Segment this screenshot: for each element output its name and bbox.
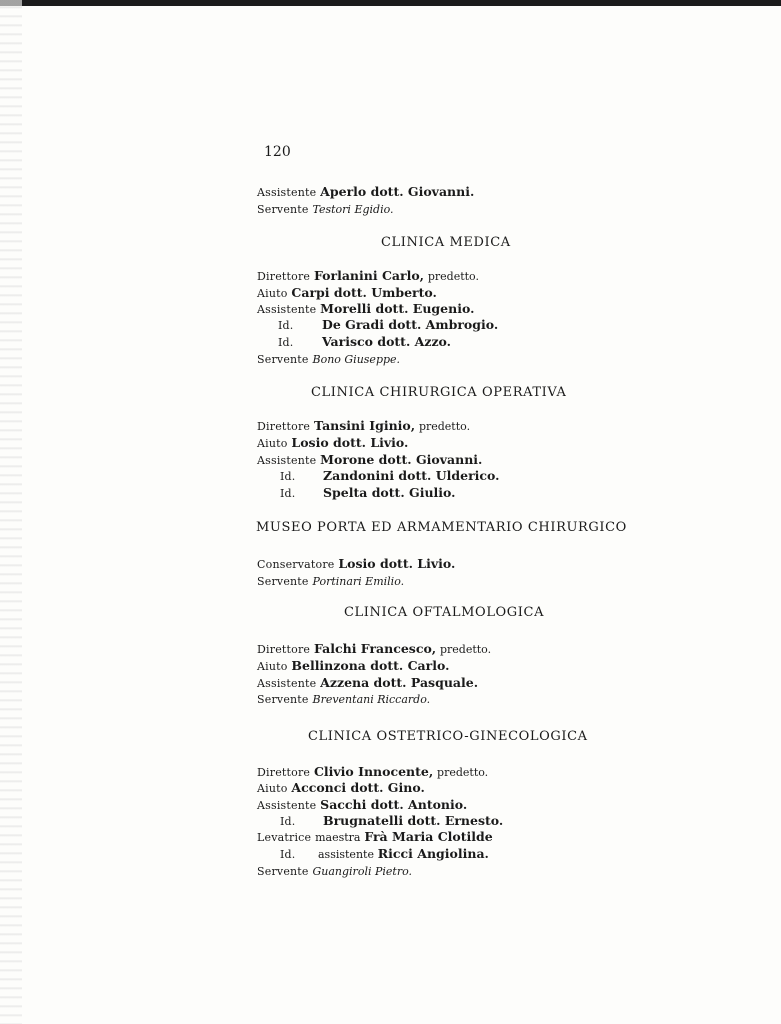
staff-line: [257, 658, 449, 675]
role-label: Assistente: [257, 186, 317, 199]
staff-line: [257, 641, 491, 658]
staff-name: De Gradi dott. Ambrogio.: [322, 317, 499, 332]
staff-line: [257, 556, 455, 573]
staff-name: Spelta dott. Giulio.: [323, 485, 456, 500]
role-label: Direttore: [257, 766, 311, 779]
scan-top-edge: [0, 0, 781, 6]
staff-line: [280, 813, 503, 830]
role-label: Direttore: [257, 270, 311, 283]
staff-name: Bellinzona dott. Carlo.: [291, 658, 450, 673]
staff-line: [257, 268, 479, 285]
role-label: Id.: [280, 487, 296, 500]
role-label: Aiuto: [257, 660, 288, 673]
staff-name: Carpi dott. Umberto.: [291, 285, 437, 300]
staff-name-italic: Testori Egidio.: [312, 203, 394, 216]
staff-line: [257, 184, 474, 201]
staff-line: [257, 452, 482, 469]
role-label: Servente: [257, 693, 309, 706]
staff-line: [257, 301, 474, 318]
staff-line: [257, 573, 404, 590]
staff-note: maestra: [315, 831, 361, 844]
staff-line: [257, 764, 488, 781]
staff-name: Forlanini Carlo,: [313, 268, 425, 283]
staff-line: [257, 418, 470, 435]
staff-name-italic: Bono Giuseppe.: [312, 353, 401, 366]
role-label: Aiuto: [257, 782, 288, 795]
staff-line: [257, 435, 408, 452]
staff-name: Sacchi dott. Antonio.: [320, 797, 468, 812]
staff-name: Ricci Angiolina.: [377, 846, 489, 861]
role-label: Direttore: [257, 420, 311, 433]
staff-line: [257, 351, 400, 368]
role-label: Assistente: [257, 454, 317, 467]
role-label: Aiuto: [257, 287, 288, 300]
staff-line: [278, 334, 451, 351]
staff-name: Losio dott. Livio.: [338, 556, 456, 571]
scan-left-edge: [0, 0, 22, 1024]
staff-note: predetto.: [418, 420, 471, 433]
role-label: Id.: [280, 815, 296, 828]
staff-name-italic: Guangiroli Pietro.: [312, 865, 413, 878]
staff-line: [257, 675, 478, 692]
role-label: Id.: [280, 848, 296, 861]
staff-name: Morone dott. Giovanni.: [320, 452, 483, 467]
staff-name: Azzena dott. Pasquale.: [320, 675, 479, 690]
role-label: Servente: [257, 203, 309, 216]
staff-name: Brugnatelli dott. Ernesto.: [323, 813, 504, 828]
section-heading: CLINICA OSTETRICO-GINECOLOGICA: [308, 729, 588, 744]
role-label: Id.: [280, 470, 296, 483]
staff-name: Losio dott. Livio.: [291, 435, 409, 450]
staff-name-italic: Portinari Emilio.: [312, 575, 405, 588]
role-label: Direttore: [257, 643, 311, 656]
staff-line: [257, 780, 425, 797]
staff-note: predetto.: [427, 270, 479, 283]
staff-name: Morelli dott. Eugenio.: [320, 301, 475, 316]
staff-name: Clivio Innocente,: [313, 764, 434, 779]
role-label: Assistente: [257, 303, 317, 316]
staff-name: Acconci dott. Gino.: [291, 780, 425, 795]
staff-line: [257, 797, 467, 814]
role-label: Id.: [278, 336, 294, 349]
staff-note: assistente: [318, 848, 374, 861]
staff-line: [257, 201, 394, 218]
section-heading: CLINICA MEDICA: [381, 235, 511, 250]
section-heading: CLINICA OFTALMOLOGICA: [344, 605, 545, 620]
staff-line: [280, 468, 500, 485]
staff-line: [257, 691, 430, 708]
role-label: Servente: [257, 353, 309, 366]
page-number: 120: [264, 144, 291, 160]
staff-line: [257, 863, 412, 880]
role-label: Aiuto: [257, 437, 288, 450]
staff-line: [257, 829, 493, 846]
role-label: Servente: [257, 575, 309, 588]
role-label: Assistente: [257, 677, 317, 690]
staff-line: [280, 485, 456, 502]
staff-name: Falchi Francesco,: [313, 641, 437, 656]
role-label: Conservatore: [257, 558, 335, 571]
staff-name: Tansini Iginio,: [313, 418, 416, 433]
staff-name: Frà Maria Clotilde: [364, 829, 493, 844]
section-heading: MUSEO PORTA ED ARMAMENTARIO CHIRURGICO: [256, 520, 627, 535]
staff-line: [257, 285, 437, 302]
role-label: Servente: [257, 865, 309, 878]
staff-name-italic: Breventani Riccardo.: [312, 693, 431, 706]
role-label: Id.: [278, 319, 294, 332]
staff-line: [280, 846, 489, 863]
staff-note: predetto.: [437, 766, 489, 779]
staff-name: Zandonini dott. Ulderico.: [323, 468, 500, 483]
role-label: Levatrice: [257, 831, 312, 844]
section-heading: CLINICA CHIRURGICA OPERATIVA: [311, 385, 567, 400]
staff-note: predetto.: [439, 643, 492, 656]
staff-line: [278, 317, 498, 334]
staff-name: Varisco dott. Azzo.: [322, 334, 452, 349]
staff-name: Aperlo dott. Giovanni.: [320, 184, 475, 199]
role-label: Assistente: [257, 799, 317, 812]
